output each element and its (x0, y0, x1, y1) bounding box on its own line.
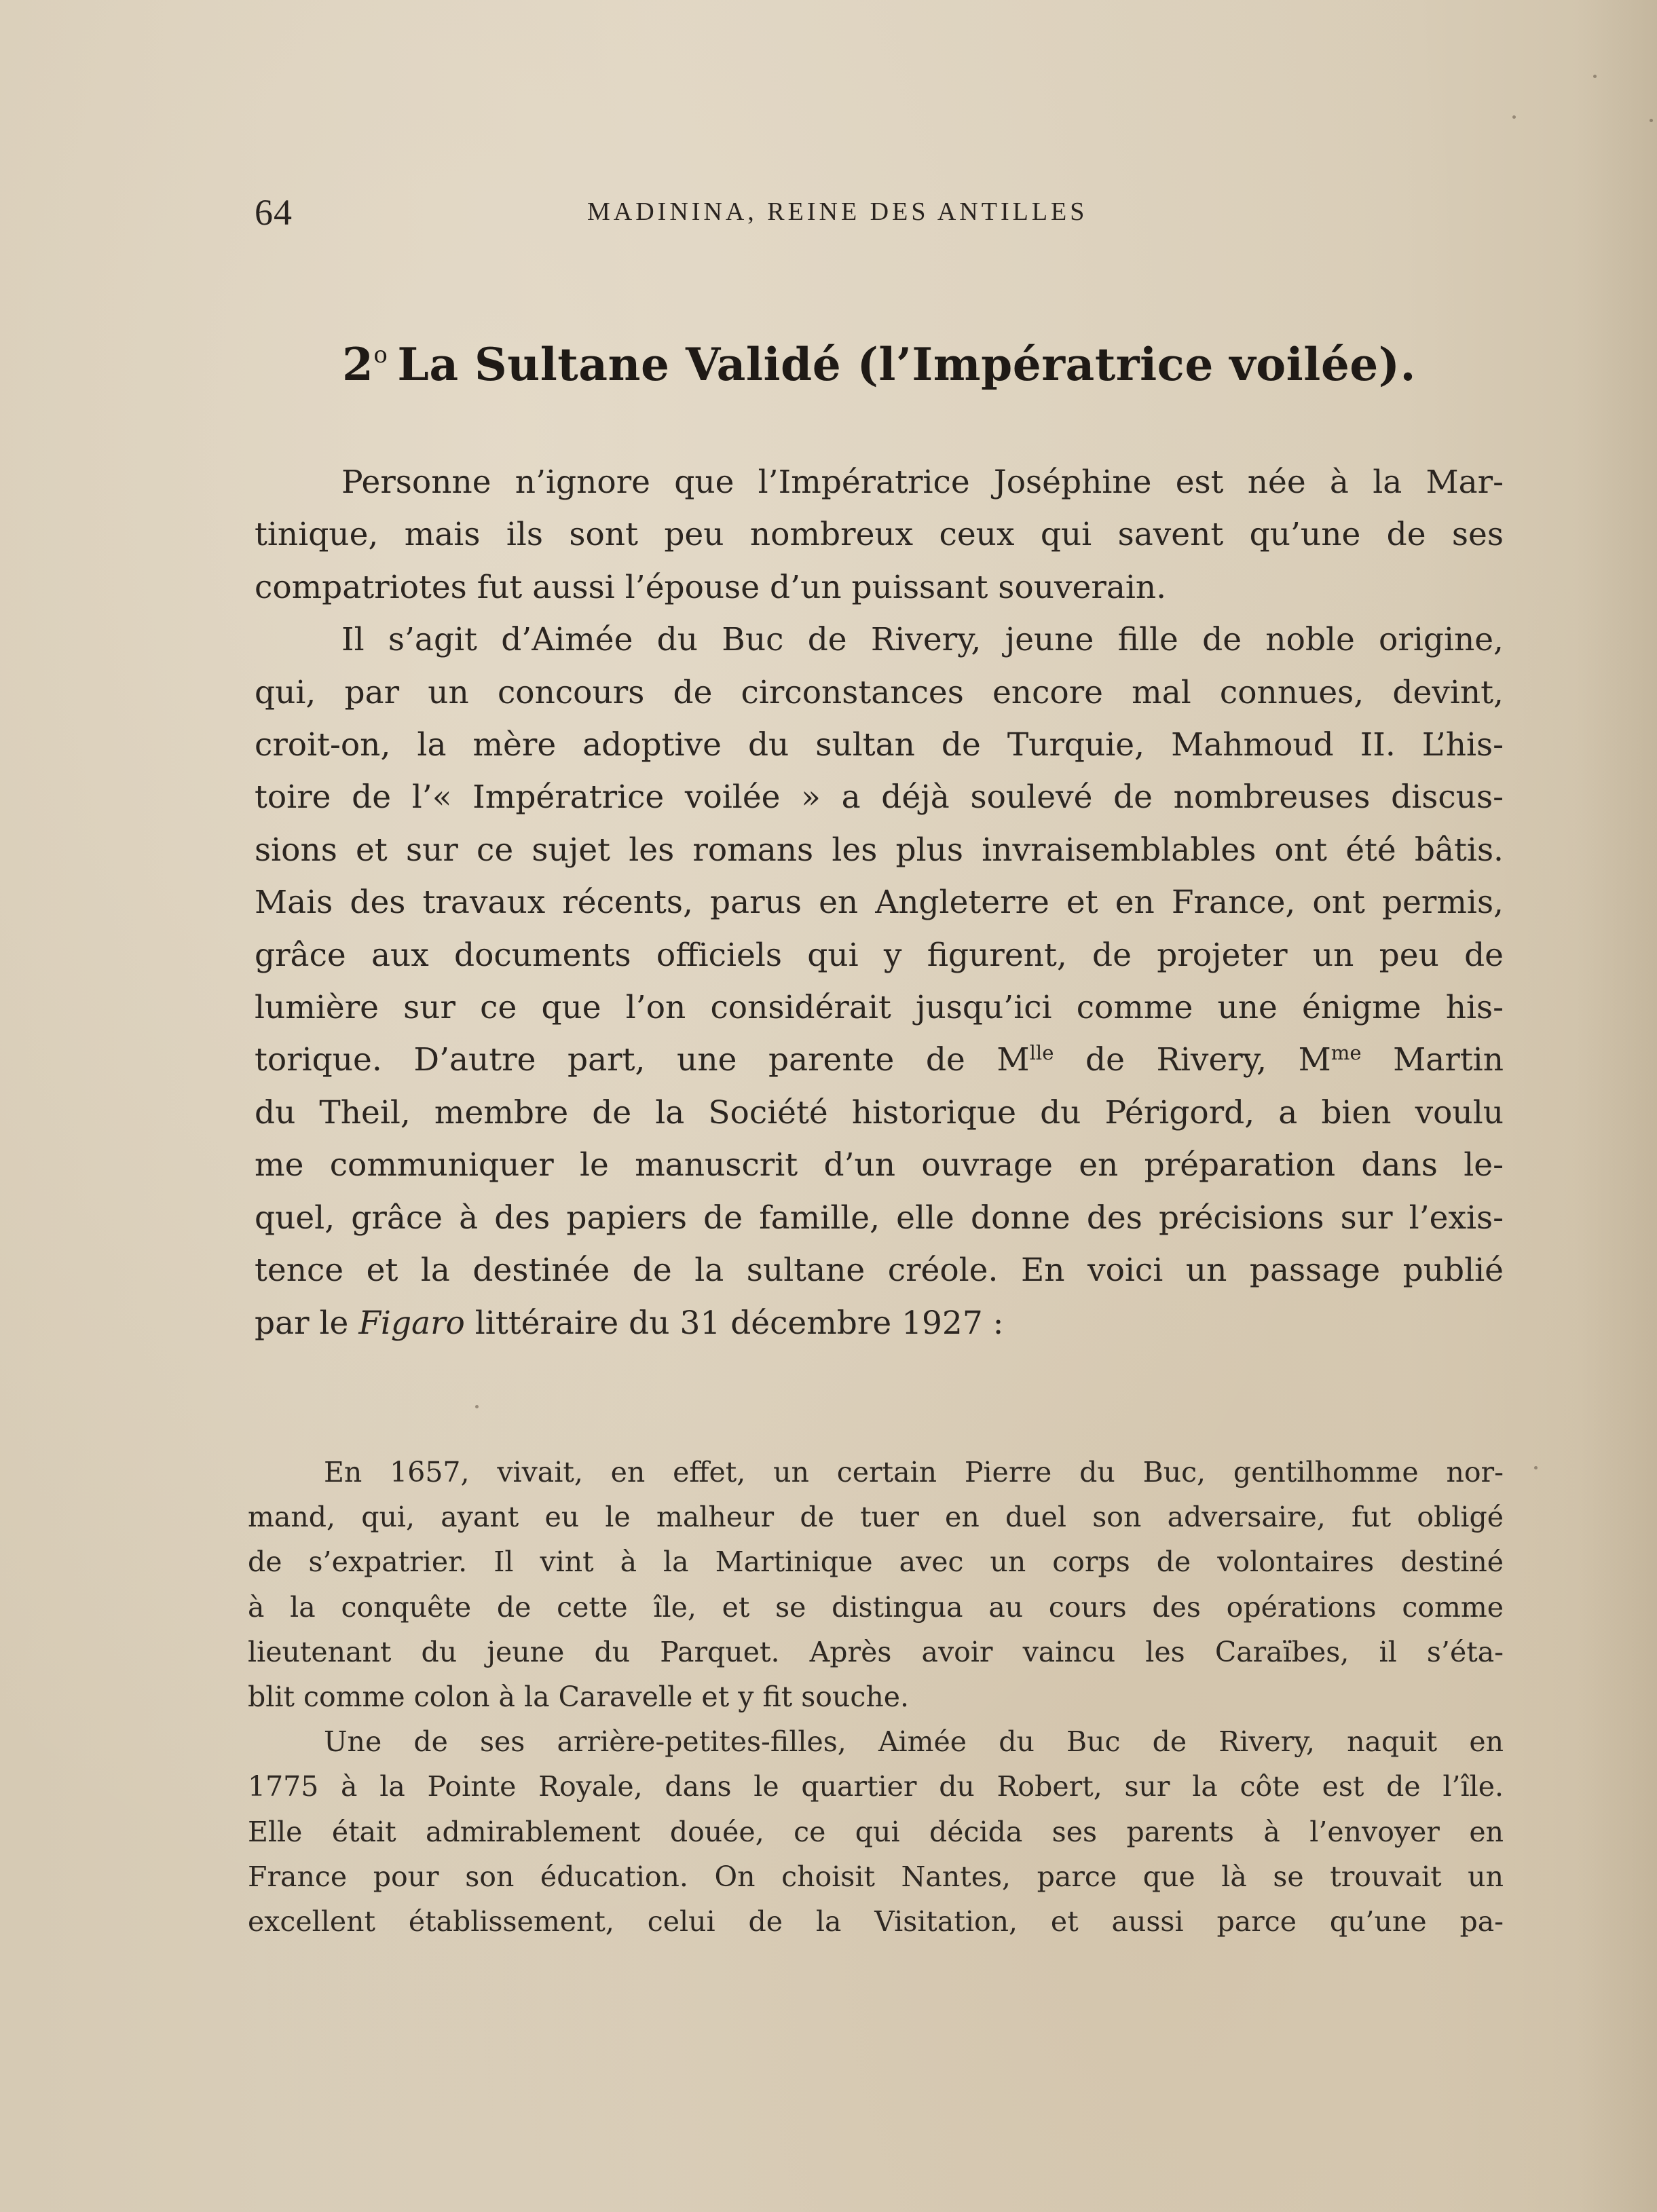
text-line: lumière sur ce que l’on considérait jusqu’ici comme une énigme his- (255, 989, 1504, 1027)
text-line: compatriotes fut aussi l’épouse d’un puissant souverain. (255, 568, 1167, 606)
text-line: me communiquer le manuscrit d’un ouvrage en préparation dans le- (255, 1146, 1504, 1184)
paragraph-1 (255, 456, 1504, 614)
text-line: Elle était admirablement douée, ce qui décida ses parents à l’envoyer en (248, 1815, 1504, 1848)
text-line: qui, par un concours de circonstances encore mal connues, devint, (255, 673, 1504, 711)
text-line: grâce aux documents officiels qui y figurent, de projeter un peu de (255, 936, 1504, 974)
text-line: mand, qui, ayant eu le malheur de tuer en duel son adversaire, fut obligé (248, 1501, 1504, 1534)
text-line-with-abbreviations (255, 1034, 1504, 1086)
section-number: 2 (341, 338, 374, 391)
text-fragment: par le (255, 1304, 359, 1342)
text-line: tence et la destinée de la sultane créole. En voici un passage publié (255, 1252, 1504, 1290)
text-line: lieutenant du jeune du Parquet. Après avoir vaincu les Caraïbes, il s’éta- (248, 1635, 1504, 1668)
quote-paragraph-2 (248, 1719, 1504, 1944)
abbreviation-superscript: lle (1029, 1041, 1054, 1065)
section-title-text: La Sultane Validé (l’Impératrice voilée). (397, 338, 1417, 391)
text-line: En 1657, vivait, en effet, un certain Pierre du Buc, gentilhomme nor- (324, 1456, 1504, 1488)
newspaper-title: Figaro (358, 1304, 465, 1342)
text-line: 1775 à la Pointe Royale, dans le quartier du Robert, sur la côte est de l’île. (248, 1770, 1504, 1803)
text-line: tinique, mais ils sont peu nombreux ceux qui savent qu’une de ses (255, 516, 1504, 554)
running-header (255, 191, 1504, 232)
text-line: Personne n’ignore que l’Impératrice Joséphine est née à la Mar- (341, 464, 1504, 501)
text-line: de s’expatrier. Il vint à la Martinique avec un corps de volontaires destiné (248, 1545, 1504, 1579)
text-fragment: torique. D’autre part, une parente de M (255, 1041, 1030, 1079)
text-line: Mais des travaux récents, parus en Angleterre et en France, ont permis, (255, 884, 1504, 922)
page-number: 64 (255, 192, 293, 233)
text-line: Une de ses arrière-petites-filles, Aimée du Buc de Rivery, naquit en (324, 1725, 1504, 1759)
body-text (255, 456, 1504, 1349)
paper-speck (1534, 1466, 1538, 1469)
ordinal-mark: o (373, 341, 388, 369)
text-line: toire de l’« Impératrice voilée » a déjà soulevé de nombreuses discus- (255, 779, 1504, 817)
section-title (255, 338, 1504, 391)
text-line: croit-on, la mère adoptive du sultan de Turquie, Mahmoud II. L’his- (255, 726, 1504, 764)
text-line: excellent établissement, celui de la Visitation, et aussi parce qu’une pa- (248, 1905, 1504, 1938)
text-line: blit comme colon à la Caravelle et y fit souche. (248, 1681, 910, 1714)
page-edge-shadow (1576, 0, 1657, 2212)
paper-speck (1512, 115, 1516, 119)
text-fragment: Martin (1361, 1041, 1504, 1079)
abbreviation-superscript: me (1330, 1041, 1362, 1065)
text-line: France pour son éducation. On choisit Nantes, parce que là se trouvait un (248, 1860, 1504, 1893)
paragraph-2 (255, 614, 1504, 1349)
running-title: MADININA, REINE DES ANTILLES (587, 198, 1088, 226)
quoted-passage (248, 1450, 1504, 1944)
text-fragment: littéraire du 31 décembre 1927 : (464, 1304, 1004, 1342)
text-fragment: de Rivery, M (1054, 1041, 1331, 1079)
text-line-with-italic (255, 1297, 1504, 1349)
paper-speck (475, 1405, 479, 1408)
quote-paragraph-1 (248, 1450, 1504, 1719)
paper-speck (1650, 119, 1653, 122)
text-line: quel, grâce à des papiers de famille, elle donne des précisions sur l’exis- (255, 1199, 1504, 1237)
text-line: Il s’agit d’Aimée du Buc de Rivery, jeune fille de noble origine, (341, 621, 1504, 659)
text-line: à la conquête de cette île, et se distingua au cours des opérations comme (248, 1590, 1504, 1624)
text-line: sions et sur ce sujet les romans les plus invraisemblables ont été bâtis. (255, 831, 1504, 869)
text-line: du Theil, membre de la Société historique du Périgord, a bien voulu (255, 1093, 1504, 1131)
paper-speck (1593, 75, 1597, 78)
